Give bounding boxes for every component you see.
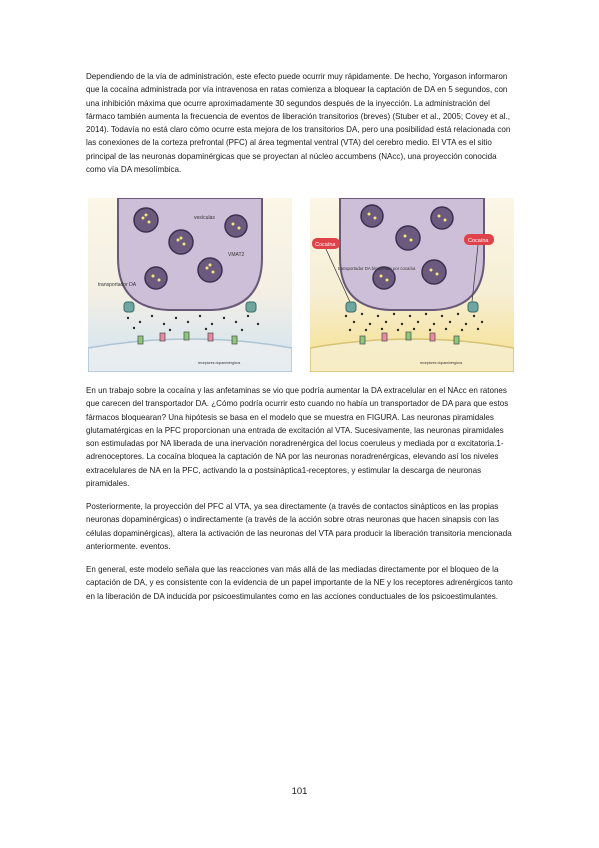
paragraph-4: En general, este modelo señala que las reacciones van más allá de las mediadas directamente por el bloqueo de la captación de DA, y es consistente con la evidencia de un papel importante de la NE y los receptores adrenérgicos tanto en la liberación de DA inducida por psicoestimulantes como en las acciones conductuales de los psicoestimulantes. [86, 565, 513, 601]
label-vmat2: VMAT2 [228, 252, 245, 258]
vesicle-2 [169, 230, 193, 254]
paragraph-2: En un trabajo sobre la cocaína y las anfetaminas se vio que podría aumentar la DA extracelular en el NAcc en ratones que carecen del transportador DA. ¿Cómo podría ocurrir esto cuando no había un transportador de DA para que estos fármacos bloquearan? Una hipótesis se basa en el modelo que se muestra en FIGURA. Las neuronas piramidales glutamatérgicas en la PFC proporcionan una entrada de excitación al VTA. Sucesivamente, las neuronas piramidales son estimuladas por NA liberada de una inervación noradrenérgica del locus coeruleus y mediada por α excitatoria.1-adrenoceptores. La cocaína bloquea la captación de NA por las neuronas noradrenérgicas, elevando así los niveles extracelulares de NA en la PFC, activando la α postsináptica1-receptores, y estimular la descarga de neuronas piramidales. [86, 386, 509, 489]
label-transporter: transportador DA [98, 282, 137, 288]
label-cocaine-left: Cocaína [315, 242, 336, 248]
synapse-illustration-normal [88, 198, 292, 372]
dopamine-receptor [406, 332, 411, 340]
synapse-figure-normal [88, 198, 292, 372]
paragraph-1: Dependiendo de la vía de administración, este efecto puede ocurrir muy rápidamente. De hecho, Yorgason informaron que la cocaína administrada por vía intravenosa en ratas comienza a bloquear la captación de DA en 5 segundos, con una inhibición máxima que ocurre aproximadamente 30 segundos después de la inyección. La administración del fármaco también aumenta la frecuencia de eventos de liberación transitorios (breves) (Stuber et al., 2005; Covey et al., 2014). Todavía no está claro cómo ocurre esta mejora de los transitorios DA, pero una posibilidad está relacionada con las conexiones de la corteza prefrontal (PFC) al área tegmental ventral (VTA) del cerebro medio. El VTA es el sitio principal de las neuronas dopaminérgicas que se proyectan al núcleo accumbens (NAcc), una proyección conocida como vía DA mesolímbica. [86, 72, 511, 175]
dopamine-receptor [232, 336, 237, 344]
dopamine-receptor [184, 332, 189, 340]
synapse-figure-cocaine [310, 198, 514, 372]
vesicle-4 [198, 258, 222, 282]
vesicle-1 [134, 208, 158, 232]
vesicle-5 [145, 267, 167, 289]
da-transporter [246, 302, 256, 312]
da-transporter [124, 302, 134, 312]
dopamine-receptor [208, 333, 213, 341]
vesicle-4 [422, 260, 446, 284]
paragraph-3: Posteriormente, la proyección del PFC al VTA, ya sea directamente (a través de contactos sinápticos en las propias neuronas dopaminérgicas) o indirectamente (a través de la acción sobre otras neuronas que hacen sinapsis con las células dopaminérgicas), altera la activación de las neuronas del VTA para producir la liberación transitoria mencionada anteriormente. eventos. [86, 502, 512, 551]
dopamine-receptor [138, 336, 143, 344]
dopamine-receptor [160, 333, 165, 341]
vesicle-3 [431, 207, 453, 229]
label-receptors: receptores dopaminérgicos [198, 361, 241, 365]
synapse-illustration-cocaine [310, 198, 514, 372]
vesicle-2 [396, 226, 420, 250]
label-receptors: receptores dopaminérgicos [420, 361, 463, 365]
vesicle-1 [361, 205, 383, 227]
dopamine-receptor [430, 333, 435, 341]
label-transporter-blocked-text: transportador DA bloqueado por cocaína [338, 266, 416, 271]
label-transporter-blocked [338, 266, 416, 271]
dopamine-receptor [454, 336, 459, 344]
vesicle-3 [225, 215, 247, 237]
da-transporter-blocked [468, 302, 478, 312]
label-vesicles: vesículas [194, 215, 215, 221]
page-number: 101 [291, 786, 308, 797]
dopamine-receptor [360, 336, 365, 344]
label-cocaine-right: Cocaína [468, 238, 489, 244]
dopamine-receptor [382, 333, 387, 341]
da-transporter-blocked [346, 302, 356, 312]
